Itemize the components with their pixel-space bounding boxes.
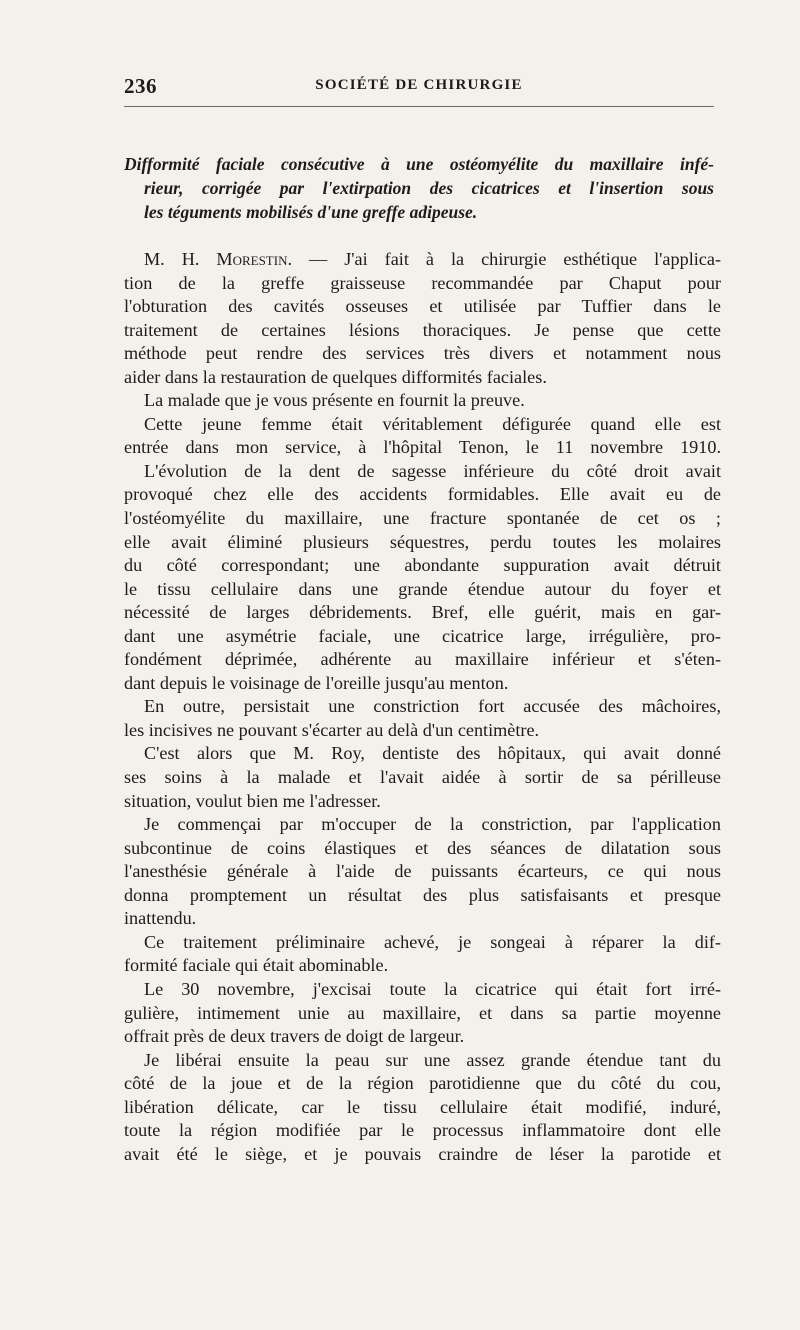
page-number: 236 xyxy=(124,74,157,98)
paragraph xyxy=(124,742,721,813)
title-line: les téguments mobilisés d'une greffe adipeuse. xyxy=(144,202,478,222)
title-line: Difformité faciale consécutive à une ostéomyélite du maxillaire infé- xyxy=(124,154,714,174)
paragraph-line: du côté correspondant; une abondante suppuration avait détruit xyxy=(124,555,721,576)
paragraph xyxy=(124,978,721,1049)
paragraph-line: provoqué chez elle des accidents formidables. Elle avait eu de xyxy=(124,484,721,505)
paragraph xyxy=(124,248,721,389)
paragraph xyxy=(124,813,721,931)
paragraph-line: libération délicate, car le tissu cellulaire était modifié, induré, xyxy=(124,1096,721,1117)
header-rule xyxy=(124,106,714,107)
paragraph-line: entrée dans mon service, à l'hôpital Tenon, le 11 novembre 1910. xyxy=(124,437,721,458)
author-name: Morestin. xyxy=(216,249,293,269)
paragraph-line: ses soins à la malade et l'avait aidée à sortir de sa périlleuse xyxy=(124,767,721,788)
author-initial: M. H. xyxy=(144,249,200,269)
paragraph-line: La malade que je vous présente en fournit la preuve. xyxy=(144,390,525,411)
article-title xyxy=(124,152,714,224)
running-head: SOCIÉTÉ DE CHIRURGIE xyxy=(315,77,523,93)
paragraph-line: toute la région modifiée par le processus inflammatoire dont elle xyxy=(124,1120,721,1141)
paragraph xyxy=(124,931,721,978)
paragraph-line: offrait près de deux travers de doigt de largeur. xyxy=(124,1026,465,1047)
paragraph-line: dant depuis le voisinage de l'oreille jusqu'au menton. xyxy=(124,672,509,693)
paragraph-line: gulière, intimement unie au maxillaire, et dans sa partie moyenne xyxy=(124,1002,721,1023)
paragraph-line: L'évolution de la dent de sagesse inférieure du côté droit avait xyxy=(144,460,721,481)
paragraph xyxy=(124,695,721,742)
paragraph xyxy=(124,460,721,695)
paragraph-line: Le 30 novembre, j'excisai toute la cicatrice qui était fort irré- xyxy=(144,978,721,999)
paragraph-line: nécessité de larges débridements. Bref, elle guérit, mais en gar- xyxy=(124,602,721,623)
paragraph-line: les incisives ne pouvant s'écarter au delà d'un centimètre. xyxy=(124,719,540,740)
paragraph xyxy=(124,389,721,413)
paragraph-line: inattendu. xyxy=(124,908,197,929)
paragraph-line: aider dans la restauration de quelques difformités faciales. xyxy=(124,366,547,387)
paragraph-line: situation, voulut bien me l'adresser. xyxy=(124,790,381,811)
paragraph xyxy=(124,413,721,460)
paragraph-line xyxy=(124,248,721,272)
paragraph-line: subcontinue de coins élastiques et des séances de dilatation sous xyxy=(124,837,721,858)
article-body xyxy=(124,248,721,1166)
paragraph xyxy=(124,1049,721,1167)
paragraph-line: côté de la joue et de la région parotidienne que du côté du cou, xyxy=(124,1073,721,1094)
paragraph-line: Cette jeune femme était véritablement défigurée quand elle est xyxy=(144,413,721,434)
paragraph-line: tion de la greffe graisseuse recommandée par Chaput pour xyxy=(124,272,721,293)
page-header xyxy=(124,74,714,98)
paragraph-line: méthode peut rendre des services très divers et notamment nous xyxy=(124,343,721,364)
paragraph-line: fondément déprimée, adhérente au maxillaire inférieur et s'éten- xyxy=(124,649,721,670)
paragraph-line: l'ostéomyélite du maxillaire, une fracture spontanée de cet os ; xyxy=(124,508,721,529)
paragraph-line: le tissu cellulaire dans une grande étendue autour du foyer et xyxy=(124,578,721,599)
paragraph-line: elle avait éliminé plusieurs séquestres, perdu toutes les molaires xyxy=(124,531,721,552)
paragraph-line: traitement de certaines lésions thoraciques. Je pense que cette xyxy=(124,319,721,340)
paragraph-line: Je commençai par m'occuper de la constriction, par l'application xyxy=(144,814,721,835)
paragraph-line-text: — J'ai fait à la chirurgie esthétique l'applica- xyxy=(292,249,722,269)
paragraph-line: En outre, persistait une constriction fort accusée des mâchoires, xyxy=(144,696,721,717)
paragraph-line: Ce traitement préliminaire achevé, je songeai à réparer la dif- xyxy=(144,931,721,952)
paragraph-line: l'obturation des cavités osseuses et utilisée par Tuffier dans le xyxy=(124,296,721,317)
paragraph-line: Je libérai ensuite la peau sur une assez grande étendue tant du xyxy=(144,1049,721,1070)
paragraph-line: avait été le siège, et je pouvais craindre de léser la parotide et xyxy=(124,1143,721,1164)
paragraph-line: donna promptement un résultat des plus satisfaisants et presque xyxy=(124,884,721,905)
title-line: rieur, corrigée par l'extirpation des cicatrices et l'insertion sous xyxy=(144,178,714,198)
paragraph-line: formité faciale qui était abominable. xyxy=(124,955,389,976)
paragraph-line: C'est alors que M. Roy, dentiste des hôpitaux, qui avait donné xyxy=(144,743,721,764)
paragraph-line: dant une asymétrie faciale, une cicatrice large, irrégulière, pro- xyxy=(124,625,721,646)
paragraph-line: l'anesthésie générale à l'aide de puissants écarteurs, ce qui nous xyxy=(124,861,721,882)
